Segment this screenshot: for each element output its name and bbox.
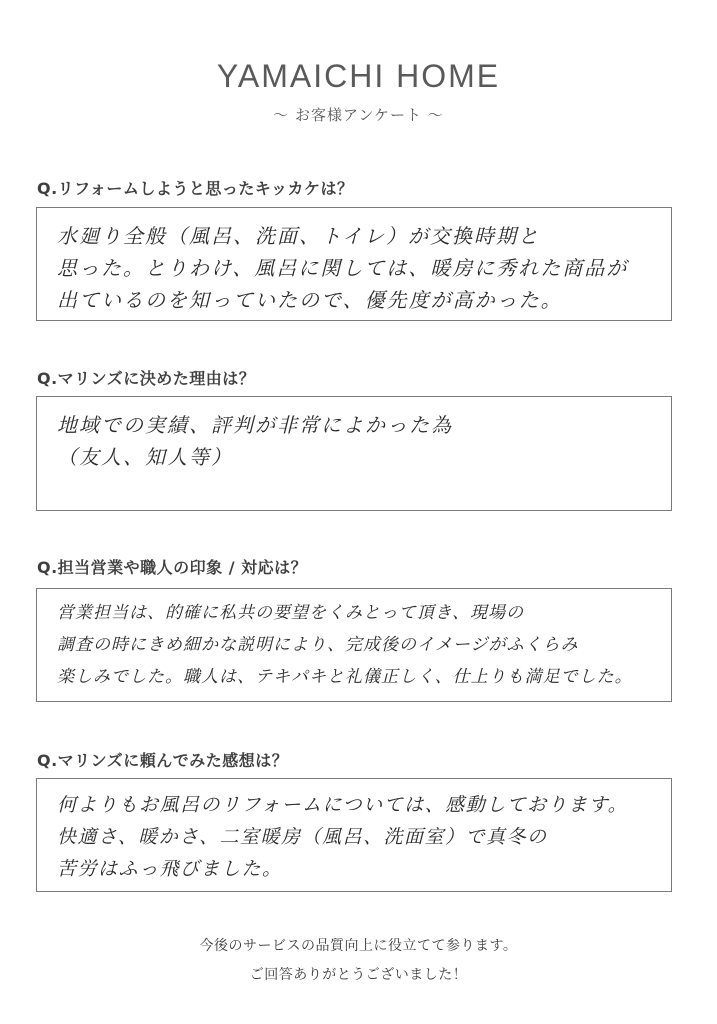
question-4-label: Q.マリンズに頼んでみた感想は？ xyxy=(37,751,289,770)
question-2-label: Q.マリンズに決めた理由は？ xyxy=(37,369,256,388)
footer-thanks-line-1: 今後のサービスの品質向上に役立てて参ります。 xyxy=(199,938,518,954)
brand-title: YAMAICHI HOME xyxy=(216,58,501,94)
answer-box-2 xyxy=(36,396,672,511)
question-1-label: Q.リフォームしようと思ったキッカケは？ xyxy=(37,179,354,198)
question-3-label: Q.担当営業や職人の印象 / 対応は？ xyxy=(37,558,308,577)
answer-box-4 xyxy=(36,778,672,892)
answer-3-text: 営業担当は、的確に私共の要望をくみとって頂き、現場の 調査の時にきめ細かな説明により、完成後のイメージがふくらみ 楽しみでした。職人は、テキパキと礼儀正しく、仕上りも満足でした。 xyxy=(57,603,633,687)
answer-2-text: 地域での実績、評判が非常によかった為 （友人、知人等） xyxy=(57,413,453,469)
answer-box-1 xyxy=(36,207,672,321)
survey-subtitle: ～ お客様アンケート ～ xyxy=(273,106,444,124)
answer-4-text: 何よりもお風呂のリフォームについては、感動しております。 快適さ、暖かさ、二室暖房（風呂、洗面室）で真冬の 苦労はふっ飛びました。 xyxy=(57,794,629,880)
answer-box-3 xyxy=(36,588,672,702)
answer-1-text: 水廻り全般（風呂、洗面、トイレ）が交換時期と 思った。とりわけ、風呂に関しては、暖房に秀れた商品が 出ているのを知っていたので、優先度が高かった。 xyxy=(57,224,629,312)
footer-thanks-line-2: ご回答ありがとうございました！ xyxy=(249,967,468,983)
